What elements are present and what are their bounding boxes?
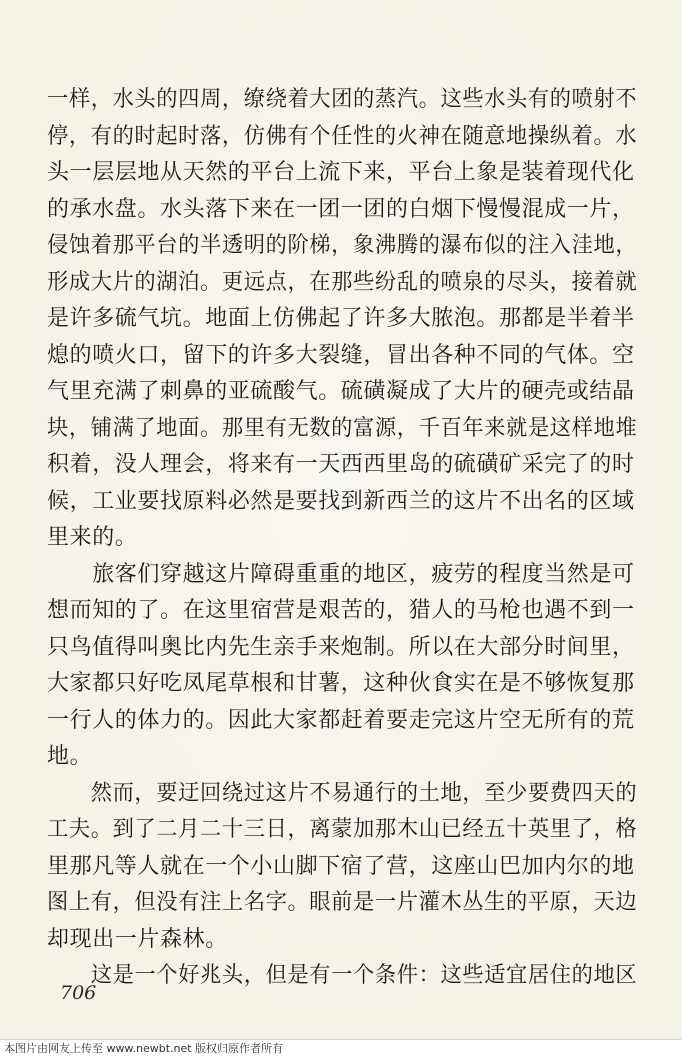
text-line: 一样，水头的四周，缭绕着大团的蒸汽。这些水头有的喷射不 <box>47 87 638 112</box>
text-line: 一行人的体力的。因此大家都赶着要走完这片空无所有的荒 <box>47 707 635 733</box>
watermark-text: 本图片由网友上传至 www.newbt.net 版权归原作者所有 <box>4 1042 284 1055</box>
text-line: 却现出一片森林。 <box>47 926 228 952</box>
text-line: 只鸟值得叫奥比内先生亲手来炮制。所以在大部分时间里， <box>47 634 635 660</box>
text-line: 大家都只好吃凤尾草根和甘薯，这种伙食实在是不够恢复那 <box>47 671 635 696</box>
text-line: 旅客们穿越这片障碍重重的地区，疲劳的程度当然是可 <box>47 561 635 587</box>
text-line: 里那凡等人就在一个小山脚下宿了营，这座山巴加内尔的地 <box>47 853 635 879</box>
text-line: 里来的。 <box>47 525 138 550</box>
page-number: 706 <box>60 982 97 1004</box>
text-line: 是许多硫气坑。地面上仿佛起了许多大脓泡。那都是半着半 <box>47 306 635 331</box>
text-line: 这是一个好兆头，但是有一个条件：这些适宜居住的地区 <box>47 963 638 988</box>
text-line: 块，铺满了地面。那里有无数的富源，千百年来就是这样地堆 <box>47 415 638 441</box>
text-line: 头一层层地从天然的平台上流下来，平台上象是装着现代化 <box>47 160 635 185</box>
text-line: 形成大片的湖泊。更远点，在那些纷乱的喷泉的尽头，接着就 <box>47 269 638 295</box>
text-line: 的承水盘。水头落下来在一团一团的白烟下慢慢混成一片， <box>47 196 635 222</box>
text-line: 图上有，但没有注上名字。眼前是一片灌木丛生的平原，天边 <box>47 890 638 915</box>
text-line: 想而知的了。在这里宿营是艰苦的，猎人的马枪也遇不到一 <box>47 598 635 623</box>
text-line: 停，有的时起时落，仿佛有个任性的火神在随意地操纵着。水 <box>47 123 638 149</box>
text-line: 候，工业要找原料必然是要找到新西兰的这片不出名的区域 <box>47 488 635 514</box>
text-line: 积着，没人理会，将来有一天西西里岛的硫磺矿采完了的时 <box>47 452 635 477</box>
text-line: 地。 <box>47 744 93 769</box>
text-line: 熄的喷火口，留下的许多大裂缝，冒出各种不同的气体。空 <box>47 342 635 368</box>
text-line: 气里充满了刺鼻的亚硫酸气。硫磺凝成了大片的硬壳或结晶 <box>47 379 635 404</box>
text-line: 工夫。到了二月二十三日，离蒙加那木山已经五十英里了，格 <box>47 817 638 842</box>
text-line: 然而，要迂回绕过这片不易通行的土地，至少要费四天的 <box>47 780 638 806</box>
text-line: 侵蚀着那平台的半透明的阶梯，象沸腾的瀑布似的注入洼地， <box>47 233 638 258</box>
